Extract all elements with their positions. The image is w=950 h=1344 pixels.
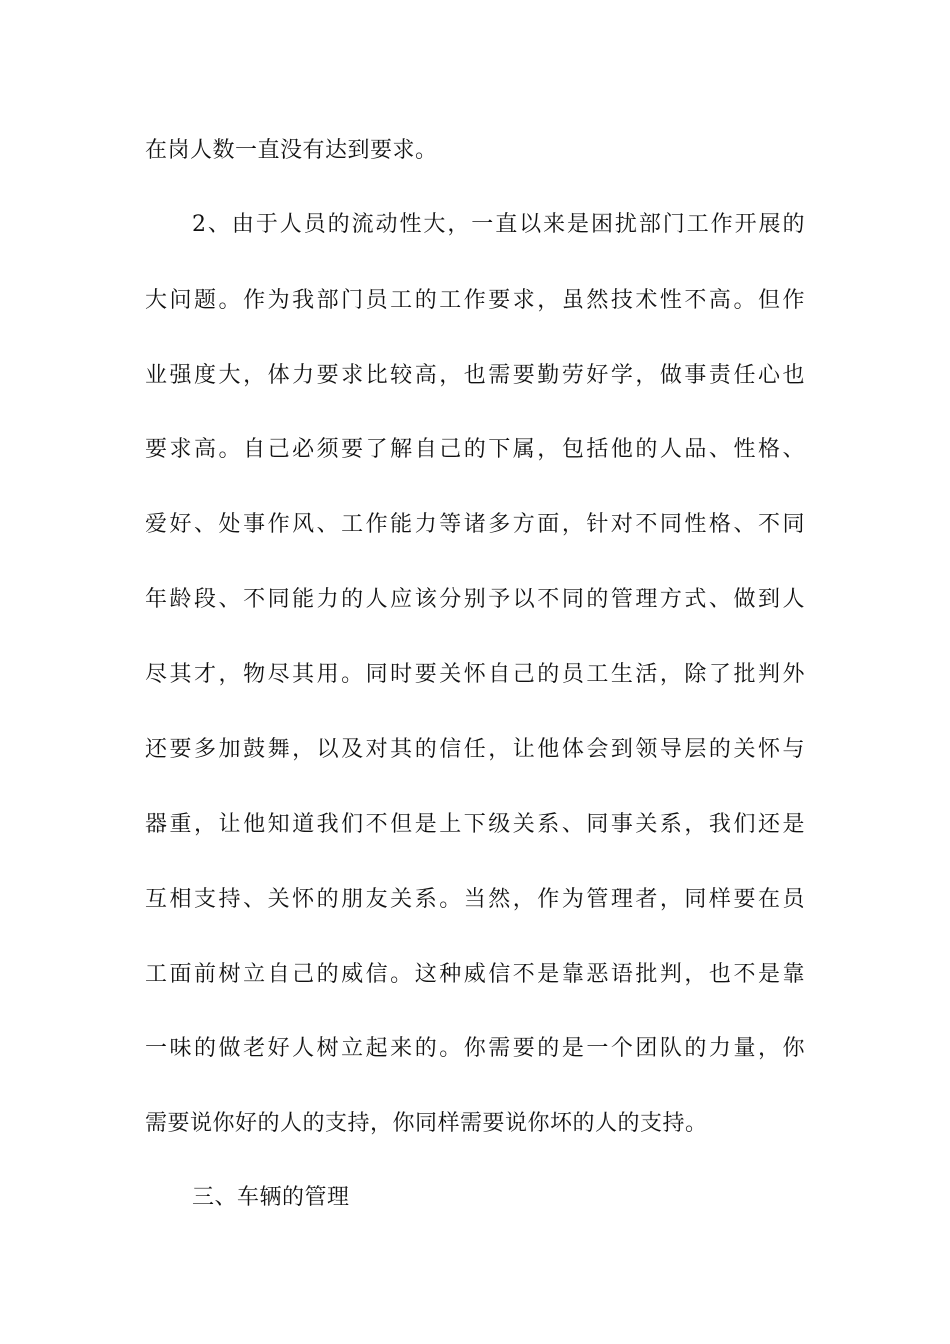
paragraph-2-line-9: 器重，让他知道我们不但是上下级关系、同事关系，我们还是: [145, 812, 805, 837]
paragraph-2-line-6: 年龄段、不同能力的人应该分别予以不同的管理方式、做到人: [145, 587, 805, 612]
paragraph-2-line-7: 尽其才，物尽其用。同时要关怀自己的员工生活，除了批判外: [145, 662, 805, 687]
paragraph-2-line-10: 互相支持、关怀的朋友关系。当然，作为管理者，同样要在员: [145, 887, 805, 912]
paragraph-2-line-12: 一味的做老好人树立起来的。你需要的是一个团队的力量，你: [145, 1036, 805, 1061]
paragraph-2-line-3: 业强度大，体力要求比较高，也需要勤劳好学，做事责任心也: [145, 363, 805, 388]
paragraph-2-line-11: 工面前树立自己的威信。这种威信不是靠恶语批判，也不是靠: [145, 962, 805, 987]
paragraph-2-line-4: 要求高。自己必须要了解自己的下属，包括他的人品、性格、: [145, 437, 805, 462]
section-heading-vehicle-management: 三、车辆的管理: [192, 1185, 350, 1210]
paragraph-2-line-8: 还要多加鼓舞，以及对其的信任，让他体会到领导层的关怀与: [145, 737, 805, 762]
paragraph-2-line-13: 需要说你好的人的支持，你同样需要说你坏的人的支持。: [145, 1111, 708, 1136]
paragraph-2-line-5: 爱好、处事作风、工作能力等诸多方面，针对不同性格、不同: [145, 512, 805, 537]
paragraph-2-line-2: 大问题。作为我部门员工的工作要求，虽然技术性不高。但作: [145, 288, 805, 313]
paragraph-2-line-1: 2、由于人员的流动性大，一直以来是困扰部门工作开展的: [192, 212, 805, 237]
paragraph-1-line-1: 在岗人数一直没有达到要求。: [145, 138, 438, 163]
